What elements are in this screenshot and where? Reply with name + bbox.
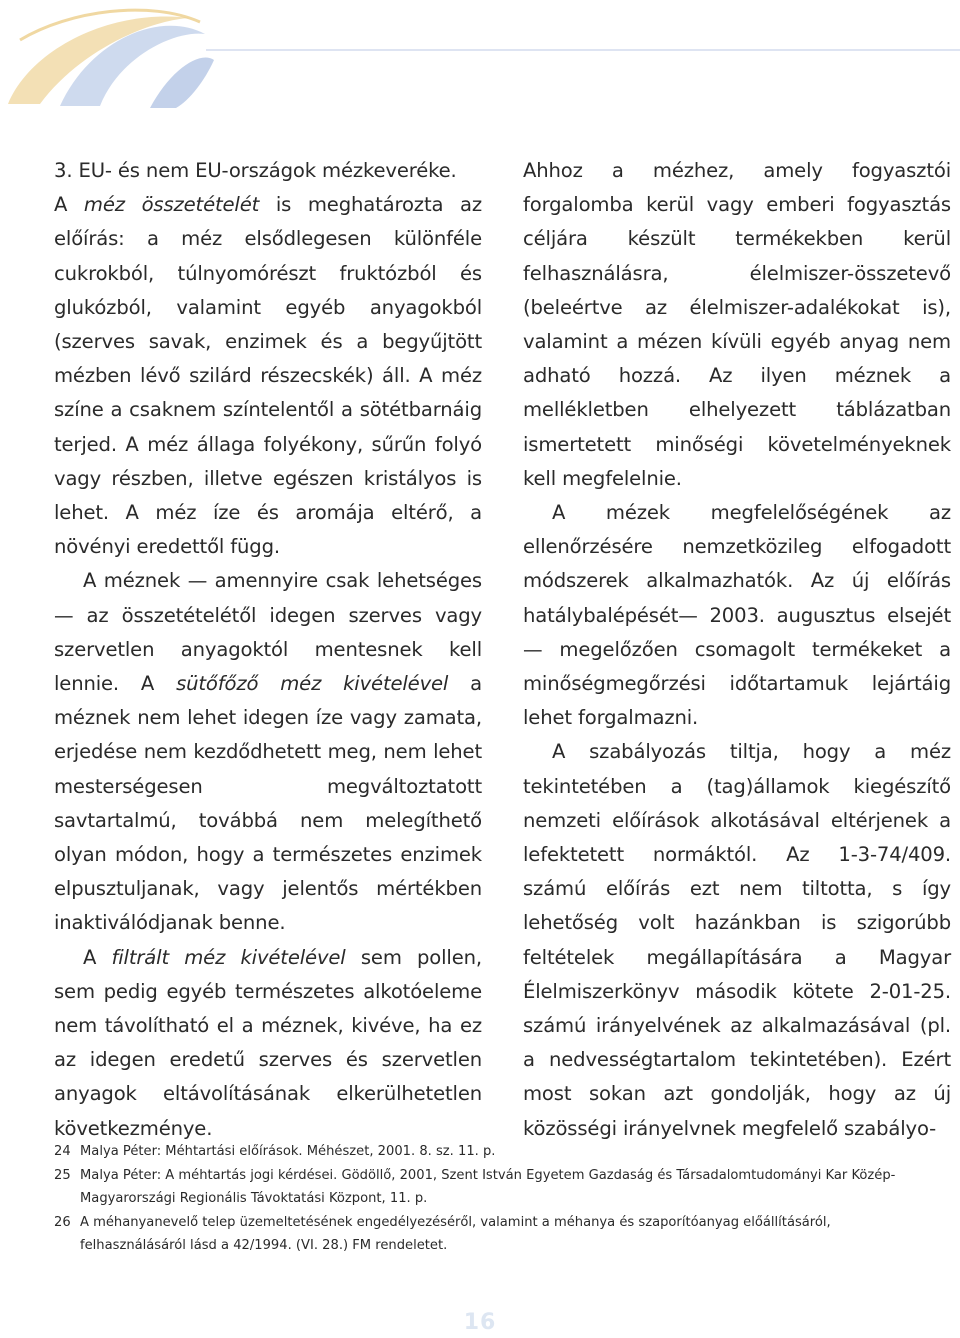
footnote-text: Malya Péter: Méhtartási előírások. Méhészet, 2001. 8. sz. 11. p.	[80, 1144, 496, 1159]
footnote-number: 25	[54, 1167, 71, 1183]
right-column	[523, 154, 951, 1146]
emphasis: sütőfőző méz kivételével	[176, 672, 449, 696]
section-heading: 3. EU- és nem EU-országok mézkeveréke.	[54, 159, 457, 182]
paragraph: A méz összetételét is meghatározta az előírás: a méz elsődlegesen különféle cukrokból, túlnyomórészt fruktózból és glukózból, valamint egyéb anyagokból (szerves savak, enzimek és a begyűjtött mézben lévő szilárd részecskék) áll. A méz színe a csaknem színtelentől a sötétbarnáig terjed. A méz állaga folyékony, sűrűn folyó vagy részben, illetve egészen kristályos is lehet. A méz íze és aromája eltérő, a növényi eredettől függ.	[54, 193, 482, 559]
footnote	[54, 1140, 934, 1164]
emphasis: méz összetételét	[83, 193, 260, 217]
paragraph: A filtrált méz kivételével sem pollen, sem pedig egyéb természetes alkotóeleme nem távolítható el a méznek, kivéve, ha ez az idegen eredetű szerves és szervetlen anyagok eltávolításának elkerülhetetlen következménye.	[54, 945, 482, 1140]
footnote-text: Malya Péter: A méhtartás jogi kérdései. Gödöllő, 2001, Szent István Egyetem Gazdaság és Társadalomtudományi Kar Közép-Magyarországi Regionális Távoktatási Központ, 11. p.	[80, 1167, 896, 1207]
swirl-logo-icon	[0, 0, 960, 110]
footnote	[54, 1164, 934, 1211]
paragraph: A méznek — amennyire csak lehetséges — az összetételétől idegen szerves vagy szervetlen anyagoktól mentesnek kell lennie. A sütőfőző méz kivételével a méznek nem lehet idegen íze vagy zamata, erjedése nem kezdődhetett meg, nem lehet mesterségesen megváltoztatott savtartalmú, továbbá nem melegíthető olyan módon, hogy a természetes enzimek elpusztuljanak, vagy jelentős mértékben inaktiválódjanak benne.	[54, 569, 482, 935]
emphasis: filtrált méz kivételével	[111, 945, 346, 969]
footnotes	[54, 1140, 934, 1258]
paragraph: Ahhoz a mézhez, amely fogyasztói forgalomba kerül vagy emberi fogyasztás céljára készült termékekben kerül felhasználásra, élelmiszer-összetevő (beleértve az élelmiszer-adalékokat is), valamint a mézen kívüli egyéb anyag nem adható hozzá. Az ilyen méznek a mellékletben elhelyezett táblázatban ismertetett minőségi követelményeknek kell megfelelnie.	[523, 159, 951, 490]
left-column	[54, 154, 482, 1146]
footnote	[54, 1211, 934, 1258]
footnote-text: A méhanyanevelő telep üzemeltetésének engedélyezéséről, valamint a méhanya és szaporítóanyag előállításáról, felhasználásáról lásd a 42/1994. (VI. 28.) FM rendeletet.	[80, 1214, 831, 1254]
paragraph: A szabályozás tiltja, hogy a méz tekintetében a (tag)államok kiegészítő nemzeti előírások alkotásával eltérjenek a lefektetett normáktól. Az 1-3-74/409. számú előírás ezt nem tiltotta, s így lehetőség volt hazánkban is szigorúbb feltételek megállapítására a Magyar Élelmiszerkönyv második kötete 2-01-25. számú irányelvének az alkalmazásával (pl. a nedvességtartalom tekintetében). Ezért most sokan azt gondolják, hogy az új közösségi irányelvnek megfelelő szabályo-	[523, 740, 951, 1140]
footnote-number: 24	[54, 1144, 71, 1159]
footnote-number: 26	[54, 1214, 71, 1230]
paragraph: A mézek megfelelőségének az ellenőrzésére nemzetközileg elfogadott módszerek alkalmazhatók. Az új előírás hatálybalépését— 2003. augusztus elsejét — megelőzően csomagolt termékeket a minőségmegőrzési időtartamuk lejártáig lehet forgalmazni.	[523, 501, 951, 730]
page-number: 16	[463, 1310, 497, 1335]
header-logo	[0, 0, 960, 110]
